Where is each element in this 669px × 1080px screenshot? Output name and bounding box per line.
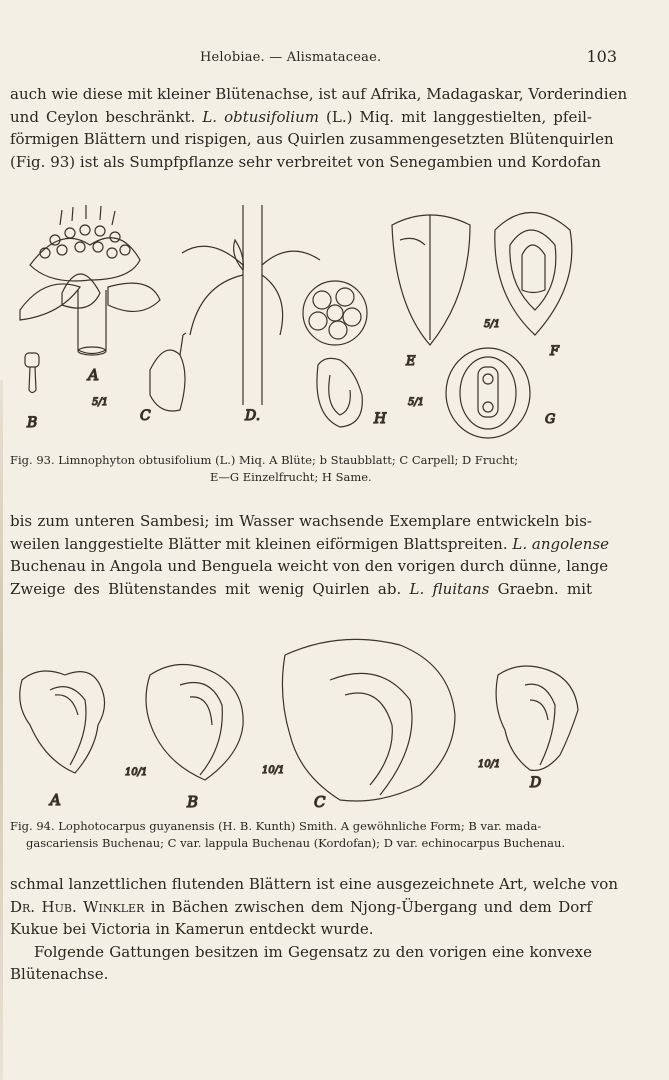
fig93-label-a: A [88,366,99,384]
fig93-flower-a [20,205,160,355]
species-name: L. fluitans [409,579,490,598]
fig93-scale-1: 5/1 [92,397,109,408]
text-line: weilen langgestielte Blätter mit kleinen eiförmigen Blattspreiten. L. angolense [10,534,610,553]
fig93-label-g: G [545,412,556,427]
figure-93-illustration [0,195,640,440]
paragraph-3 [10,873,618,986]
paragraph-1 [10,83,628,173]
text-line: Buchenau in Angola und Benguela weicht von den vorigen durch dünne, lange [10,557,609,575]
text-line: (Fig. 93) ist als Sumpfpflanze sehr verbreitet von Senegambien und Kordofan [10,152,601,171]
fig93-scale-2: 5/1 [484,319,501,330]
fig93-stamen-b [25,353,39,393]
text-line: Blütenachse. [10,965,109,983]
fig93-section-f [495,213,572,336]
fig94-label-b: B [187,793,199,810]
fig94-label-d: D [530,775,542,791]
caption-line: gascariensis Buchenau; C var. lappula Buchenau (Kordofan); D var. echinocarpus Buchenau. [26,836,566,850]
fig93-carpel-c [150,333,186,411]
text-line: bis zum unteren Sambesi; im Wasser wachsende Exemplare entwickeln bis- [10,512,592,530]
page-number: 103 [586,47,617,66]
text-line: förmigen Blättern und rispigen, aus Quirlen zusammengesetzten Blütenquirlen [10,130,614,148]
fig93-label-b: B [27,415,38,431]
fig94-scale-1: 10/1 [125,767,148,778]
text-line: und Ceylon beschränkt. L. obtusifolium (L.) Miq. mit langgestielten, pfeil- [10,107,592,126]
fig94-scale-3: 10/1 [478,759,501,770]
text-line: auch wie diese mit kleiner Blütenachse, ist auf Afrika, Madagaskar, Vorderindien [10,85,628,103]
caption-line: Fig. 94. Lophotocarpus guyanensis (H. B. Kunth) Smith. A gewöhnliche Form; B var. mada- [10,819,542,833]
fig93-fruit-d [182,205,367,405]
species-name: L. obtusifolium [202,107,319,126]
fig94-fruit-b [146,664,243,780]
fig93-label-f: F [550,344,560,359]
figure-94-illustration [0,625,640,810]
figure-94-caption [10,818,592,852]
paragraph-2 [10,510,610,600]
caption-line: Fig. 93. Limnophyton obtusifolium (L.) Miq. A Blüte; b Staubblatt; C Carpell; D Frucht; [10,453,519,467]
text-line: Kukue bei Victoria in Kamerun entdeckt wurde. [10,920,374,938]
caption-line: E—G Einzelfrucht; H Same. [210,470,372,484]
text-line: schmal lanzettlichen flutenden Blättern ist eine ausgezeichnete Art, welche von [10,875,618,893]
text-line: Dr. Hub. Winkler in Bächen zwischen dem Njong-Übergang und dem Dorf [10,897,592,916]
fig93-label-c: C [140,408,151,424]
species-name: L. angolense [512,534,610,553]
running-header: Helobiae. — Alismataceae. [200,50,382,65]
fig93-cross-section-g [446,348,530,438]
fig93-label-h: H [374,411,387,427]
fig93-fruitlet-e [392,215,470,345]
fig94-scale-2: 10/1 [262,765,285,776]
fig93-label-d: D. [245,408,261,424]
fig94-fruit-d [496,666,578,770]
text-line: Zweige des Blütenstandes mit wenig Quirlen ab. L. fluitans Graebn. mit [10,579,592,598]
fig93-scale-3: 5/1 [408,397,425,408]
person-name: Dr. Hub. Winkler [10,897,145,916]
fig93-seed-h [317,358,362,427]
fig94-label-a: A [50,791,61,809]
fig93-label-e: E [406,354,416,369]
fig94-fruit-a [20,671,105,773]
fig94-label-c: C [314,793,326,810]
figure-93-caption [10,452,592,486]
fig94-fruit-c [282,639,455,801]
text-line: Folgende Gattungen besitzen im Gegensatz zu den vorigen eine konvexe [34,942,592,961]
